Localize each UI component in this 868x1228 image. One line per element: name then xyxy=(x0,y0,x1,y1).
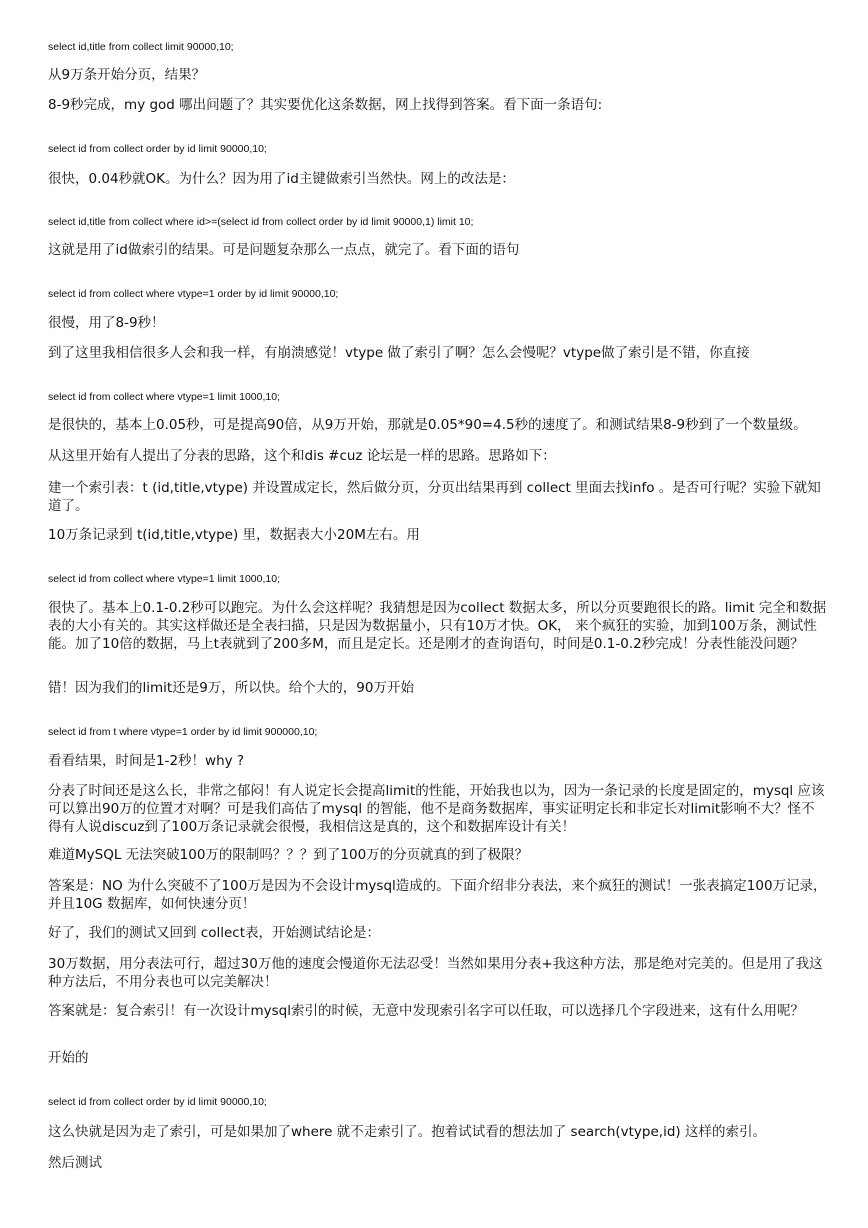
paragraph: 这就是用了id做索引的结果。可是问题复杂那么一点点，就完了。看下面的语句 xyxy=(48,242,520,258)
paragraph: 8-9秒完成，my god 哪出问题了？其实要优化这条数据，网上找得到答案。看下面一条语句: xyxy=(48,97,603,113)
sql-code-line: select id from collect where vtype=1 limit 1000,10; xyxy=(48,573,280,585)
paragraph: 错！因为我们的limit还是9万，所以快。给个大的，90万开始 xyxy=(48,680,414,696)
sql-code-line: select id from collect order by id limit 90000,10; xyxy=(48,143,267,155)
paragraph: 难道MySQL 无法突破100万的限制吗？？？到了100万的分页就真的到了极限？ xyxy=(48,847,529,863)
sql-code-line: select id from collect order by id limit 90000,10; xyxy=(48,1096,267,1108)
paragraph: 10万条记录到 t(id,title,vtype) 里，数据表大小20M左右。用 xyxy=(48,527,420,543)
paragraph: 分表了时间还是这么长，非常之郁闷！有人说定长会提高limit的性能，开始我也以为，因为一条记录的长度是固定的，mysql 应该可以算出90万的位置才对啊？可是我们高估了mysql 的智能，他不是商务数据库，事实证明定长和非定长对limit影响不大？怪不得有人说discuz到了100万条记录就会很慢，我相信这是真的，这个和数据库设计有关！ xyxy=(48,783,825,835)
sql-code-line: select id,title from collect limit 90000,10; xyxy=(48,41,234,53)
paragraph: 30万数据，用分表法可行，超过30万他的速度会慢道你无法忍受！当然如果用分表+我这种方法，那是绝对完美的。但是用了我这种方法后，不用分表也可以完美解决！ xyxy=(48,956,823,990)
paragraph: 很慢，用了8-9秒！ xyxy=(48,315,165,331)
sql-code-line: select id from collect where vtype=1 limit 1000,10; xyxy=(48,391,280,403)
paragraph: 从这里开始有人提出了分表的思路，这个和dis #cuz 论坛是一样的思路。思路如下： xyxy=(48,448,556,464)
sql-code-line: select id from t where vtype=1 order by id limit 900000,10; xyxy=(48,726,318,738)
paragraph: 答案就是：复合索引！有一次设计mysql索引的时候，无意中发现索引名字可以任取，可以选择几个字段进来，这有什么用呢？ xyxy=(48,1003,804,1019)
paragraph: 好了，我们的测试又回到 collect表，开始测试结论是： xyxy=(48,925,380,941)
paragraph: 答案是：NO 为什么突破不了100万是因为不会设计mysql造成的。下面介绍非分表法，来个疯狂的测试！一张表搞定100万记录，并且10G 数据库，如何快速分页！ xyxy=(48,878,827,912)
paragraph: 是很快的，基本上0.05秒，可是提高90倍，从9万开始，那就是0.05*90=4.5秒的速度了。和测试结果8-9秒到了一个数量级。 xyxy=(48,417,807,433)
paragraph: 很快了。基本上0.1-0.2秒可以跑完。为什么会这样呢？我猜想是因为collect 数据太多，所以分页要跑很长的路。limit 完全和数据表的大小有关的。其实这样做还是全表扫描，只是因为数据量小，只有10万才快。OK， 来个疯狂的实验，加到100万条，测试性能。加了10倍的数据，马上t表就到了200多M，而且是定长。还是刚才的查询语句，时间是0.1-0.2秒完成！分表性能没问题？ xyxy=(48,600,827,652)
paragraph: 开始的 xyxy=(48,1050,89,1066)
paragraph: 这么快就是因为走了索引，可是如果加了where 就不走索引了。抱着试试看的想法加了 search(vtype,id) 这样的索引。 xyxy=(48,1124,766,1140)
paragraph: 很快，0.04秒就OK。为什么？因为用了id主键做索引当然快。网上的改法是： xyxy=(48,171,515,187)
paragraph: 到了这里我相信很多人会和我一样，有崩溃感觉！vtype 做了索引了啊？怎么会慢呢？vtype做了索引是不错，你直接 xyxy=(48,345,750,361)
sql-code-line: select id,title from collect where id>=(select id from collect order by id limit 90000,1) limit 10; xyxy=(48,216,474,228)
paragraph: 建一个索引表：t (id,title,vtype) 并设置成定长，然后做分页，分页出结果再到 collect 里面去找info 。是否可行呢？实验下就知道了。 xyxy=(48,480,821,514)
sql-code-line: select id from collect where vtype=1 order by id limit 90000,10; xyxy=(48,288,339,300)
paragraph: 从9万条开始分页，结果？ xyxy=(48,67,206,83)
paragraph: 看看结果，时间是1-2秒！why ? xyxy=(48,753,245,769)
paragraph: 然后测试 xyxy=(48,1155,102,1171)
